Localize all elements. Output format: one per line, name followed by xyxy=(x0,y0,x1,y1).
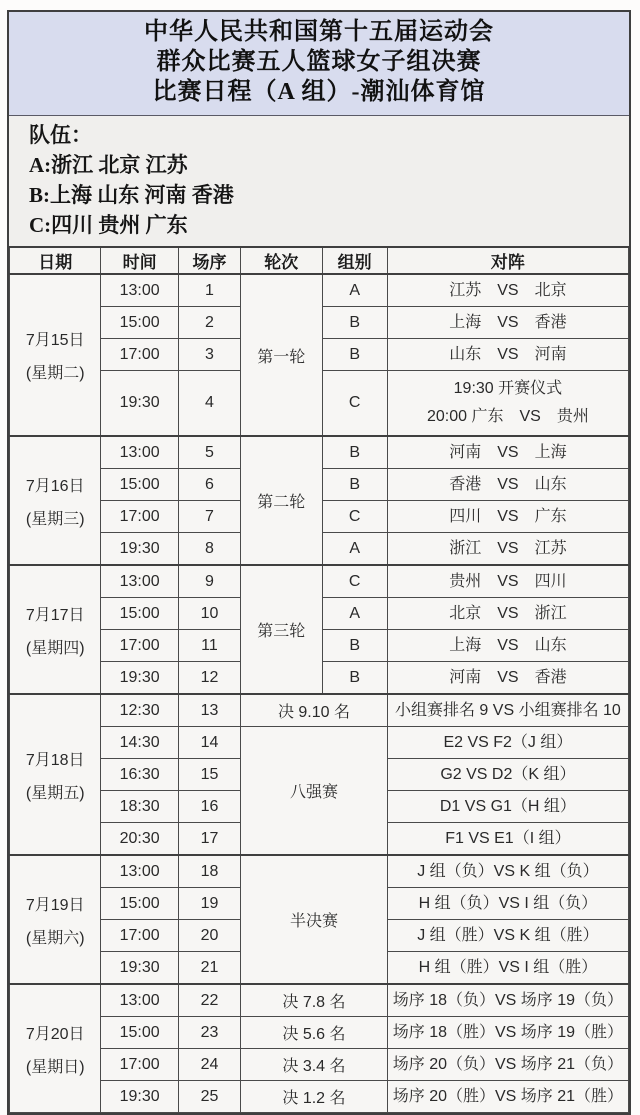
group-cell: C xyxy=(322,565,387,598)
schedule-row xyxy=(10,565,629,598)
time-cell: 15:00 xyxy=(101,1017,178,1049)
matchup-cell xyxy=(387,823,628,856)
matchup-text: 场序 20（胜）VS 场序 21（胜） xyxy=(392,1087,624,1105)
date-text: 7月18日 xyxy=(25,751,85,769)
match-number-cell: 20 xyxy=(178,920,240,952)
matchup-text: H 组（负）VS I 组（负） xyxy=(418,894,598,912)
matchup-text: 江苏 VS 北京 xyxy=(449,281,567,299)
schedule-row xyxy=(10,436,629,469)
time-cell: 15:00 xyxy=(101,469,178,501)
time-cell: 13:00 xyxy=(101,436,178,469)
time-cell: 14:30 xyxy=(101,727,178,759)
round-cell: 决 7.8 名 xyxy=(241,984,388,1017)
date-text: 7月17日 xyxy=(25,606,85,624)
match-number-cell: 14 xyxy=(178,727,240,759)
round-cell: 第二轮 xyxy=(241,436,322,565)
matchup-cell xyxy=(387,307,628,339)
col-header-time: 时间 xyxy=(101,247,178,274)
match-number-cell: 9 xyxy=(178,565,240,598)
group-cell: B xyxy=(322,307,387,339)
matchup-cell xyxy=(387,727,628,759)
date-cell xyxy=(10,436,101,565)
time-cell: 15:00 xyxy=(101,888,178,920)
time-cell: 13:00 xyxy=(101,855,178,888)
col-header-round: 轮次 xyxy=(241,247,322,274)
matchup-text: 19:30 开赛仪式 xyxy=(453,380,563,397)
date-text: 7月16日 xyxy=(25,477,85,495)
matchup-text: 山东 VS 河南 xyxy=(449,345,567,363)
match-number-cell: 18 xyxy=(178,855,240,888)
matchup-cell xyxy=(387,888,628,920)
match-number-cell: 13 xyxy=(178,694,240,727)
schedule-body xyxy=(10,274,629,1113)
time-cell: 16:30 xyxy=(101,759,178,791)
match-number-cell: 4 xyxy=(178,371,240,437)
matchup-cell xyxy=(387,436,628,469)
teams-section xyxy=(9,116,629,246)
time-cell: 17:00 xyxy=(101,1049,178,1081)
weekday-text: (星期六) xyxy=(25,929,85,947)
round-cell: 半决赛 xyxy=(241,855,388,984)
matchup-text: 河南 VS 上海 xyxy=(449,443,567,461)
time-cell: 13:00 xyxy=(101,274,178,307)
time-cell: 19:30 xyxy=(101,1081,178,1113)
matchup-text: 北京 VS 浙江 xyxy=(449,604,567,622)
schedule-row xyxy=(10,1049,629,1081)
schedule-row xyxy=(10,274,629,307)
matchup-text: E2 VS F2（J 组） xyxy=(443,733,573,751)
time-cell: 19:30 xyxy=(101,371,178,437)
matchup-text: 浙江 VS 江苏 xyxy=(449,539,567,557)
matchup-text: H 组（胜）VS I 组（胜） xyxy=(418,958,598,976)
matchup-text: 河南 VS 香港 xyxy=(449,668,567,686)
team-line-b: B:上海 山东 河南 香港 xyxy=(29,183,234,207)
match-number-cell: 8 xyxy=(178,533,240,566)
matchup-cell xyxy=(387,339,628,371)
match-number-cell: 10 xyxy=(178,598,240,630)
group-cell: B xyxy=(322,436,387,469)
group-cell: B xyxy=(322,662,387,695)
weekday-text: (星期日) xyxy=(25,1058,85,1076)
matchup-cell xyxy=(387,274,628,307)
time-cell: 19:30 xyxy=(101,952,178,985)
matchup-text: 上海 VS 香港 xyxy=(449,313,567,331)
round-cell: 第一轮 xyxy=(241,274,322,436)
group-cell: C xyxy=(322,371,387,437)
matchup-text: 场序 20（负）VS 场序 21（负） xyxy=(392,1055,624,1073)
time-cell: 12:30 xyxy=(101,694,178,727)
time-cell: 15:00 xyxy=(101,307,178,339)
group-cell: B xyxy=(322,630,387,662)
date-cell xyxy=(10,694,101,855)
match-number-cell: 15 xyxy=(178,759,240,791)
group-cell: A xyxy=(322,533,387,566)
table-header-row xyxy=(10,247,629,274)
matchup-cell xyxy=(387,855,628,888)
time-cell: 17:00 xyxy=(101,920,178,952)
round-cell: 第三轮 xyxy=(241,565,322,694)
matchup-text: 场序 18（胜）VS 场序 19（胜） xyxy=(392,1023,624,1041)
match-number-cell: 7 xyxy=(178,501,240,533)
match-number-cell: 11 xyxy=(178,630,240,662)
page-title-line-1: 中华人民共和国第十五届运动会 xyxy=(144,19,494,45)
group-cell: B xyxy=(322,339,387,371)
weekday-text: (星期五) xyxy=(25,784,85,802)
match-number-cell: 22 xyxy=(178,984,240,1017)
team-line-a: A:浙江 北京 江苏 xyxy=(29,153,188,177)
match-number-cell: 6 xyxy=(178,469,240,501)
match-number-cell: 23 xyxy=(178,1017,240,1049)
matchup-text: F1 VS E1（I 组） xyxy=(445,829,571,847)
matchup-cell xyxy=(387,952,628,985)
group-cell: A xyxy=(322,598,387,630)
schedule-row xyxy=(10,727,629,759)
matchup-text: 四川 VS 广东 xyxy=(449,507,567,525)
weekday-text: (星期四) xyxy=(25,639,85,657)
matchup-text: 场序 18（负）VS 场序 19（负） xyxy=(392,991,624,1009)
date-cell xyxy=(10,274,101,436)
page-title-line-3: 比赛日程（A 组）-潮汕体育馆 xyxy=(152,79,486,105)
page-title-line-2: 群众比赛五人篮球女子组决赛 xyxy=(156,49,482,75)
matchup-text: 上海 VS 山东 xyxy=(449,636,567,654)
schedule-row xyxy=(10,855,629,888)
matchup-cell xyxy=(387,920,628,952)
match-number-cell: 2 xyxy=(178,307,240,339)
matchup-cell xyxy=(387,694,628,727)
group-cell: A xyxy=(322,274,387,307)
schedule-row xyxy=(10,984,629,1017)
matchup-text: 香港 VS 山东 xyxy=(449,475,567,493)
match-number-cell: 16 xyxy=(178,791,240,823)
match-number-cell: 17 xyxy=(178,823,240,856)
match-number-cell: 12 xyxy=(178,662,240,695)
time-cell: 20:30 xyxy=(101,823,178,856)
col-header-seq: 场序 xyxy=(178,247,240,274)
matchup-cell xyxy=(387,1049,628,1081)
matchup-text: G2 VS D2（K 组） xyxy=(440,765,576,783)
round-cell: 决 9.10 名 xyxy=(241,694,388,727)
matchup-cell xyxy=(387,469,628,501)
match-number-cell: 21 xyxy=(178,952,240,985)
match-number-cell: 3 xyxy=(178,339,240,371)
match-number-cell: 19 xyxy=(178,888,240,920)
matchup-cell xyxy=(387,984,628,1017)
match-number-cell: 1 xyxy=(178,274,240,307)
time-cell: 17:00 xyxy=(101,630,178,662)
match-number-cell: 24 xyxy=(178,1049,240,1081)
matchup-text: 小组赛排名 9 VS 小组赛排名 10 xyxy=(394,701,621,719)
matchup-cell xyxy=(387,630,628,662)
weekday-text: (星期三) xyxy=(25,510,85,528)
team-line-c: C:四川 贵州 广东 xyxy=(29,213,188,237)
matchup-cell xyxy=(387,501,628,533)
round-cell: 八强赛 xyxy=(241,727,388,856)
date-text: 7月20日 xyxy=(25,1025,85,1043)
matchup-cell xyxy=(387,533,628,566)
matchup-cell xyxy=(387,598,628,630)
time-cell: 17:00 xyxy=(101,339,178,371)
matchup-text: 贵州 VS 四川 xyxy=(449,572,567,590)
matchup-cell xyxy=(387,371,628,437)
match-number-cell: 25 xyxy=(178,1081,240,1113)
matchup-text: 20:00 广东 VS 贵州 xyxy=(426,408,589,425)
title-band xyxy=(9,12,629,116)
matchup-cell xyxy=(387,1081,628,1113)
schedule-sheet xyxy=(7,10,631,1115)
round-cell: 决 1.2 名 xyxy=(241,1081,388,1113)
schedule-row xyxy=(10,1017,629,1049)
matchup-text: J 组（负）VS K 组（负） xyxy=(417,862,599,880)
date-cell xyxy=(10,855,101,984)
date-text: 7月19日 xyxy=(25,896,85,914)
schedule-table xyxy=(9,246,629,1113)
time-cell: 15:00 xyxy=(101,598,178,630)
round-cell: 决 3.4 名 xyxy=(241,1049,388,1081)
schedule-row xyxy=(10,1081,629,1113)
time-cell: 19:30 xyxy=(101,662,178,695)
matchup-cell xyxy=(387,1017,628,1049)
date-cell xyxy=(10,565,101,694)
matchup-text: D1 VS G1（H 组） xyxy=(439,797,576,815)
time-cell: 13:00 xyxy=(101,565,178,598)
date-text: 7月15日 xyxy=(25,332,85,349)
weekday-text: (星期二) xyxy=(25,365,85,382)
schedule-row xyxy=(10,694,629,727)
group-cell: B xyxy=(322,469,387,501)
col-header-group: 组别 xyxy=(322,247,387,274)
group-cell: C xyxy=(322,501,387,533)
matchup-cell xyxy=(387,662,628,695)
matchup-text: J 组（胜）VS K 组（胜） xyxy=(417,926,599,944)
teams-label: 队伍： xyxy=(29,123,92,147)
col-header-matchup: 对阵 xyxy=(387,247,628,274)
matchup-cell xyxy=(387,565,628,598)
match-number-cell: 5 xyxy=(178,436,240,469)
time-cell: 19:30 xyxy=(101,533,178,566)
round-cell: 决 5.6 名 xyxy=(241,1017,388,1049)
date-cell xyxy=(10,984,101,1113)
time-cell: 17:00 xyxy=(101,501,178,533)
time-cell: 18:30 xyxy=(101,791,178,823)
col-header-date: 日期 xyxy=(10,247,101,274)
time-cell: 13:00 xyxy=(101,984,178,1017)
matchup-cell xyxy=(387,759,628,791)
matchup-cell xyxy=(387,791,628,823)
